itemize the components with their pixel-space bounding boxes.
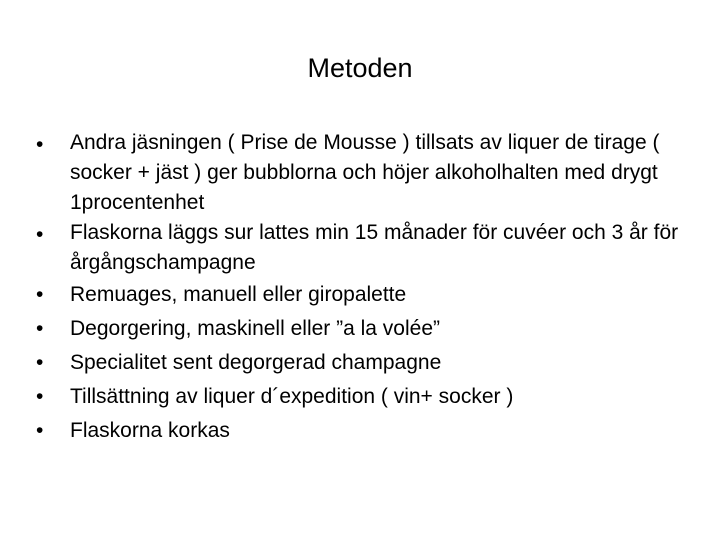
bullet-text: Flaskorna korkas	[70, 419, 230, 442]
list-item	[36, 128, 686, 218]
bullet-icon: •	[36, 419, 44, 442]
list-item	[36, 218, 686, 278]
list-item	[36, 346, 686, 380]
list-item	[36, 312, 686, 346]
bullet-text: Tillsättning av liquer d´expedition ( vin+ socker )	[70, 385, 514, 408]
bullet-icon: •	[36, 385, 44, 408]
bullet-text: Degorgering, maskinell eller ”a la volée”	[70, 317, 441, 340]
bullet-icon: •	[36, 351, 44, 374]
bullet-icon: •	[36, 283, 44, 306]
bullet-text: Remuages, manuell eller giropalette	[70, 283, 407, 306]
bullet-text: Andra jäsningen ( Prise de Mousse ) tillsats av liquer de tirage ( socker + jäst ) ger bubblorna och höjer alkoholhalten med drygt 1procentenhet	[70, 131, 660, 214]
bullet-icon: •	[36, 133, 44, 156]
bullet-list	[36, 128, 686, 448]
bullet-text: Specialitet sent degorgerad champagne	[70, 351, 442, 374]
bullet-text: Flaskorna läggs sur lattes min 15 månader för cuvéer och 3 år för årgångschampagne	[70, 221, 679, 274]
bullet-icon: •	[36, 317, 44, 340]
list-item	[36, 414, 686, 448]
bullet-icon: •	[36, 223, 44, 246]
slide-title: Metoden	[307, 53, 413, 83]
list-item	[36, 380, 686, 414]
list-item	[36, 278, 686, 312]
